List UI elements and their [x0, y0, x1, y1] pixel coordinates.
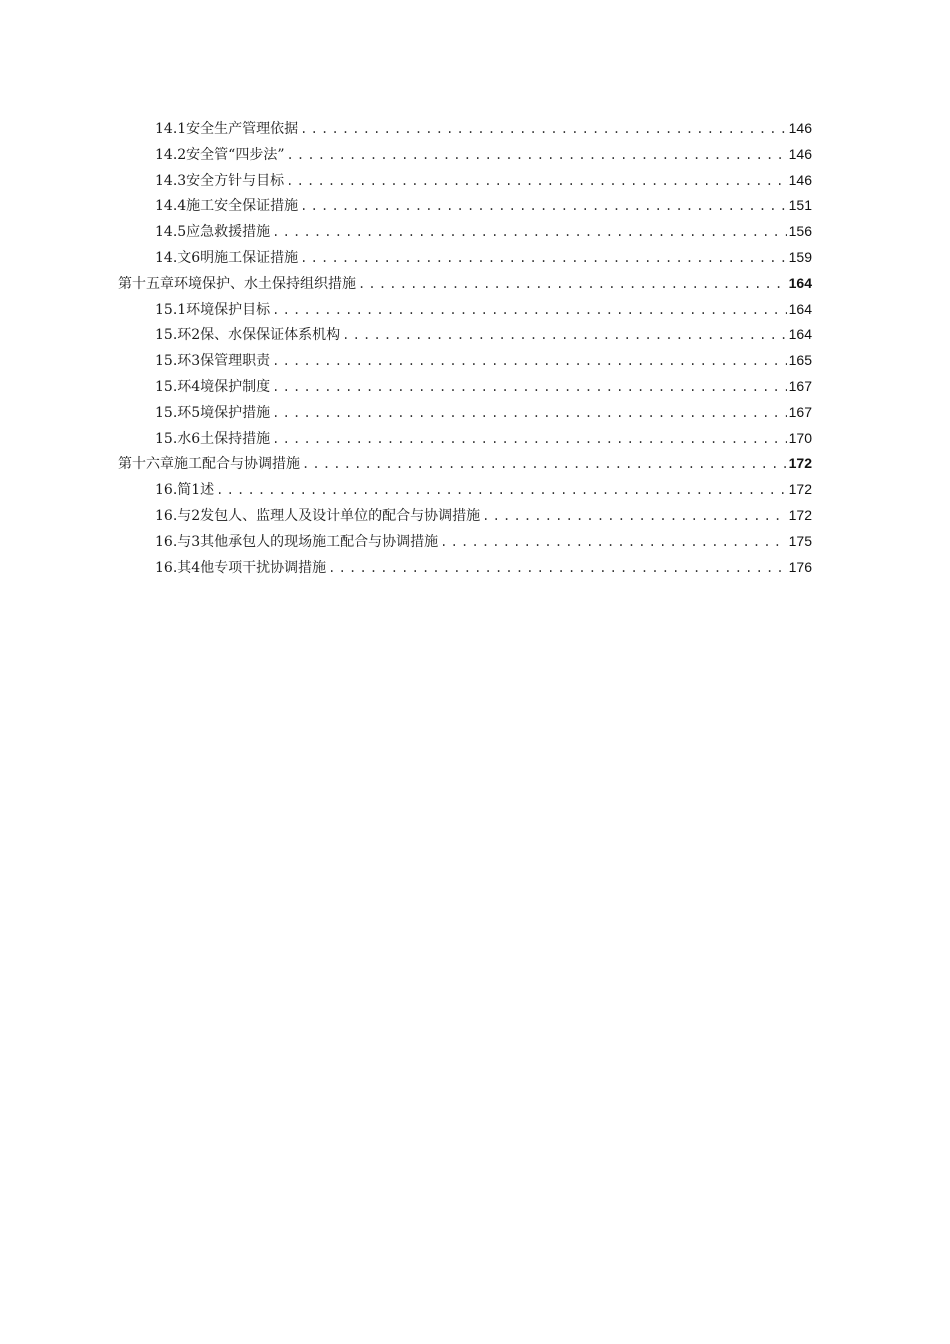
- toc-entry-title: 14.文6明施工保证措施: [155, 249, 299, 266]
- toc-page-number: 159: [788, 248, 812, 265]
- toc-entry[interactable]: [118, 297, 812, 323]
- toc-dot-leader: [300, 246, 786, 271]
- toc-entry-title: 15.环5境保护措施: [155, 404, 271, 421]
- toc-entry-title: 14.1安全生产管理依据: [155, 121, 299, 137]
- toc-chapter-entry[interactable]: [118, 451, 812, 477]
- toc-entry-title: 16.与3其他承包人的现场施工配合与协调措施: [155, 533, 439, 550]
- toc-page-number: 172: [788, 455, 812, 472]
- toc-entry[interactable]: [118, 168, 812, 194]
- toc-entry-title: 14.2安全管“四步法”: [155, 146, 285, 163]
- toc-page-number: 176: [788, 558, 812, 575]
- toc-entry-title: 14.3安全方针与目标: [155, 172, 285, 189]
- toc-dot-leader: [302, 452, 787, 477]
- toc-entry-title: 16.与2发包人、监理人及设计单位的配合与协调措施: [155, 507, 481, 524]
- toc-entry[interactable]: [118, 193, 812, 219]
- toc-dot-leader: [342, 323, 786, 348]
- toc-page-number: 151: [788, 197, 812, 214]
- toc-page-number: 165: [788, 352, 812, 369]
- toc-entry[interactable]: [118, 322, 812, 348]
- toc-entry-title: 16.简1述: [155, 482, 215, 499]
- toc-entry[interactable]: [118, 529, 812, 555]
- toc-entry-title: 15.环2保、水保保证体系机构: [155, 327, 341, 344]
- toc-entry-title: 15.环4境保护制度: [155, 378, 271, 395]
- toc-page-number: 167: [788, 403, 812, 420]
- toc-page-number: 175: [788, 532, 812, 549]
- toc-dot-leader: [272, 298, 786, 323]
- toc-page-number: 164: [788, 326, 812, 343]
- toc-entry[interactable]: [118, 503, 812, 529]
- toc-entry[interactable]: [118, 116, 812, 142]
- toc-page-number: 172: [788, 506, 812, 523]
- toc-dot-leader: [272, 401, 786, 426]
- toc-entry-title: 15.1环境保护目标: [155, 301, 271, 318]
- toc-entry[interactable]: [118, 477, 812, 503]
- toc-dot-leader: [272, 427, 786, 452]
- toc-page-number: 146: [788, 145, 812, 162]
- toc-entry[interactable]: [118, 374, 812, 400]
- toc-entry[interactable]: [118, 245, 812, 271]
- toc-entry[interactable]: [118, 348, 812, 374]
- toc-entry[interactable]: [118, 400, 812, 426]
- toc-dot-leader: [328, 556, 786, 581]
- toc-entry-title: 第十六章施工配合与协调措施: [118, 456, 300, 473]
- toc-page-number: 146: [788, 171, 812, 188]
- toc-entry-title: 14.4施工安全保证措施: [155, 198, 299, 215]
- toc-entry[interactable]: [118, 426, 812, 452]
- toc-entry[interactable]: [118, 219, 812, 245]
- toc-page-number: 146: [788, 120, 812, 136]
- toc-page-number: 164: [788, 300, 812, 317]
- toc-chapter-entry[interactable]: [118, 271, 812, 297]
- toc-dot-leader: [216, 478, 786, 503]
- toc-page-number: 167: [788, 377, 812, 394]
- toc-dot-leader: [272, 349, 786, 374]
- toc-entry-title: 15.水6土保持措施: [155, 430, 271, 447]
- toc-dot-leader: [272, 220, 786, 245]
- table-of-contents: [118, 116, 812, 580]
- toc-entry[interactable]: [118, 142, 812, 168]
- toc-dot-leader: [300, 117, 786, 142]
- toc-entry-title: 16.其4他专项干扰协调措施: [155, 559, 327, 576]
- toc-dot-leader: [482, 504, 786, 529]
- toc-entry[interactable]: [118, 555, 812, 581]
- toc-entry-title: 第十五章环境保护、水土保持组织措施: [118, 275, 356, 292]
- toc-page-number: 164: [788, 274, 812, 291]
- toc-dot-leader: [272, 375, 786, 400]
- toc-page-number: 172: [788, 481, 812, 498]
- toc-dot-leader: [287, 143, 787, 168]
- toc-entry-title: 15.环3保管理职责: [155, 353, 271, 370]
- toc-entry-title: 14.5应急救援措施: [155, 224, 271, 241]
- toc-dot-leader: [300, 194, 786, 219]
- toc-dot-leader: [440, 530, 786, 555]
- toc-dot-leader: [358, 272, 787, 297]
- toc-dot-leader: [286, 169, 786, 194]
- toc-page-number: 170: [788, 429, 812, 446]
- toc-page-number: 156: [788, 223, 812, 240]
